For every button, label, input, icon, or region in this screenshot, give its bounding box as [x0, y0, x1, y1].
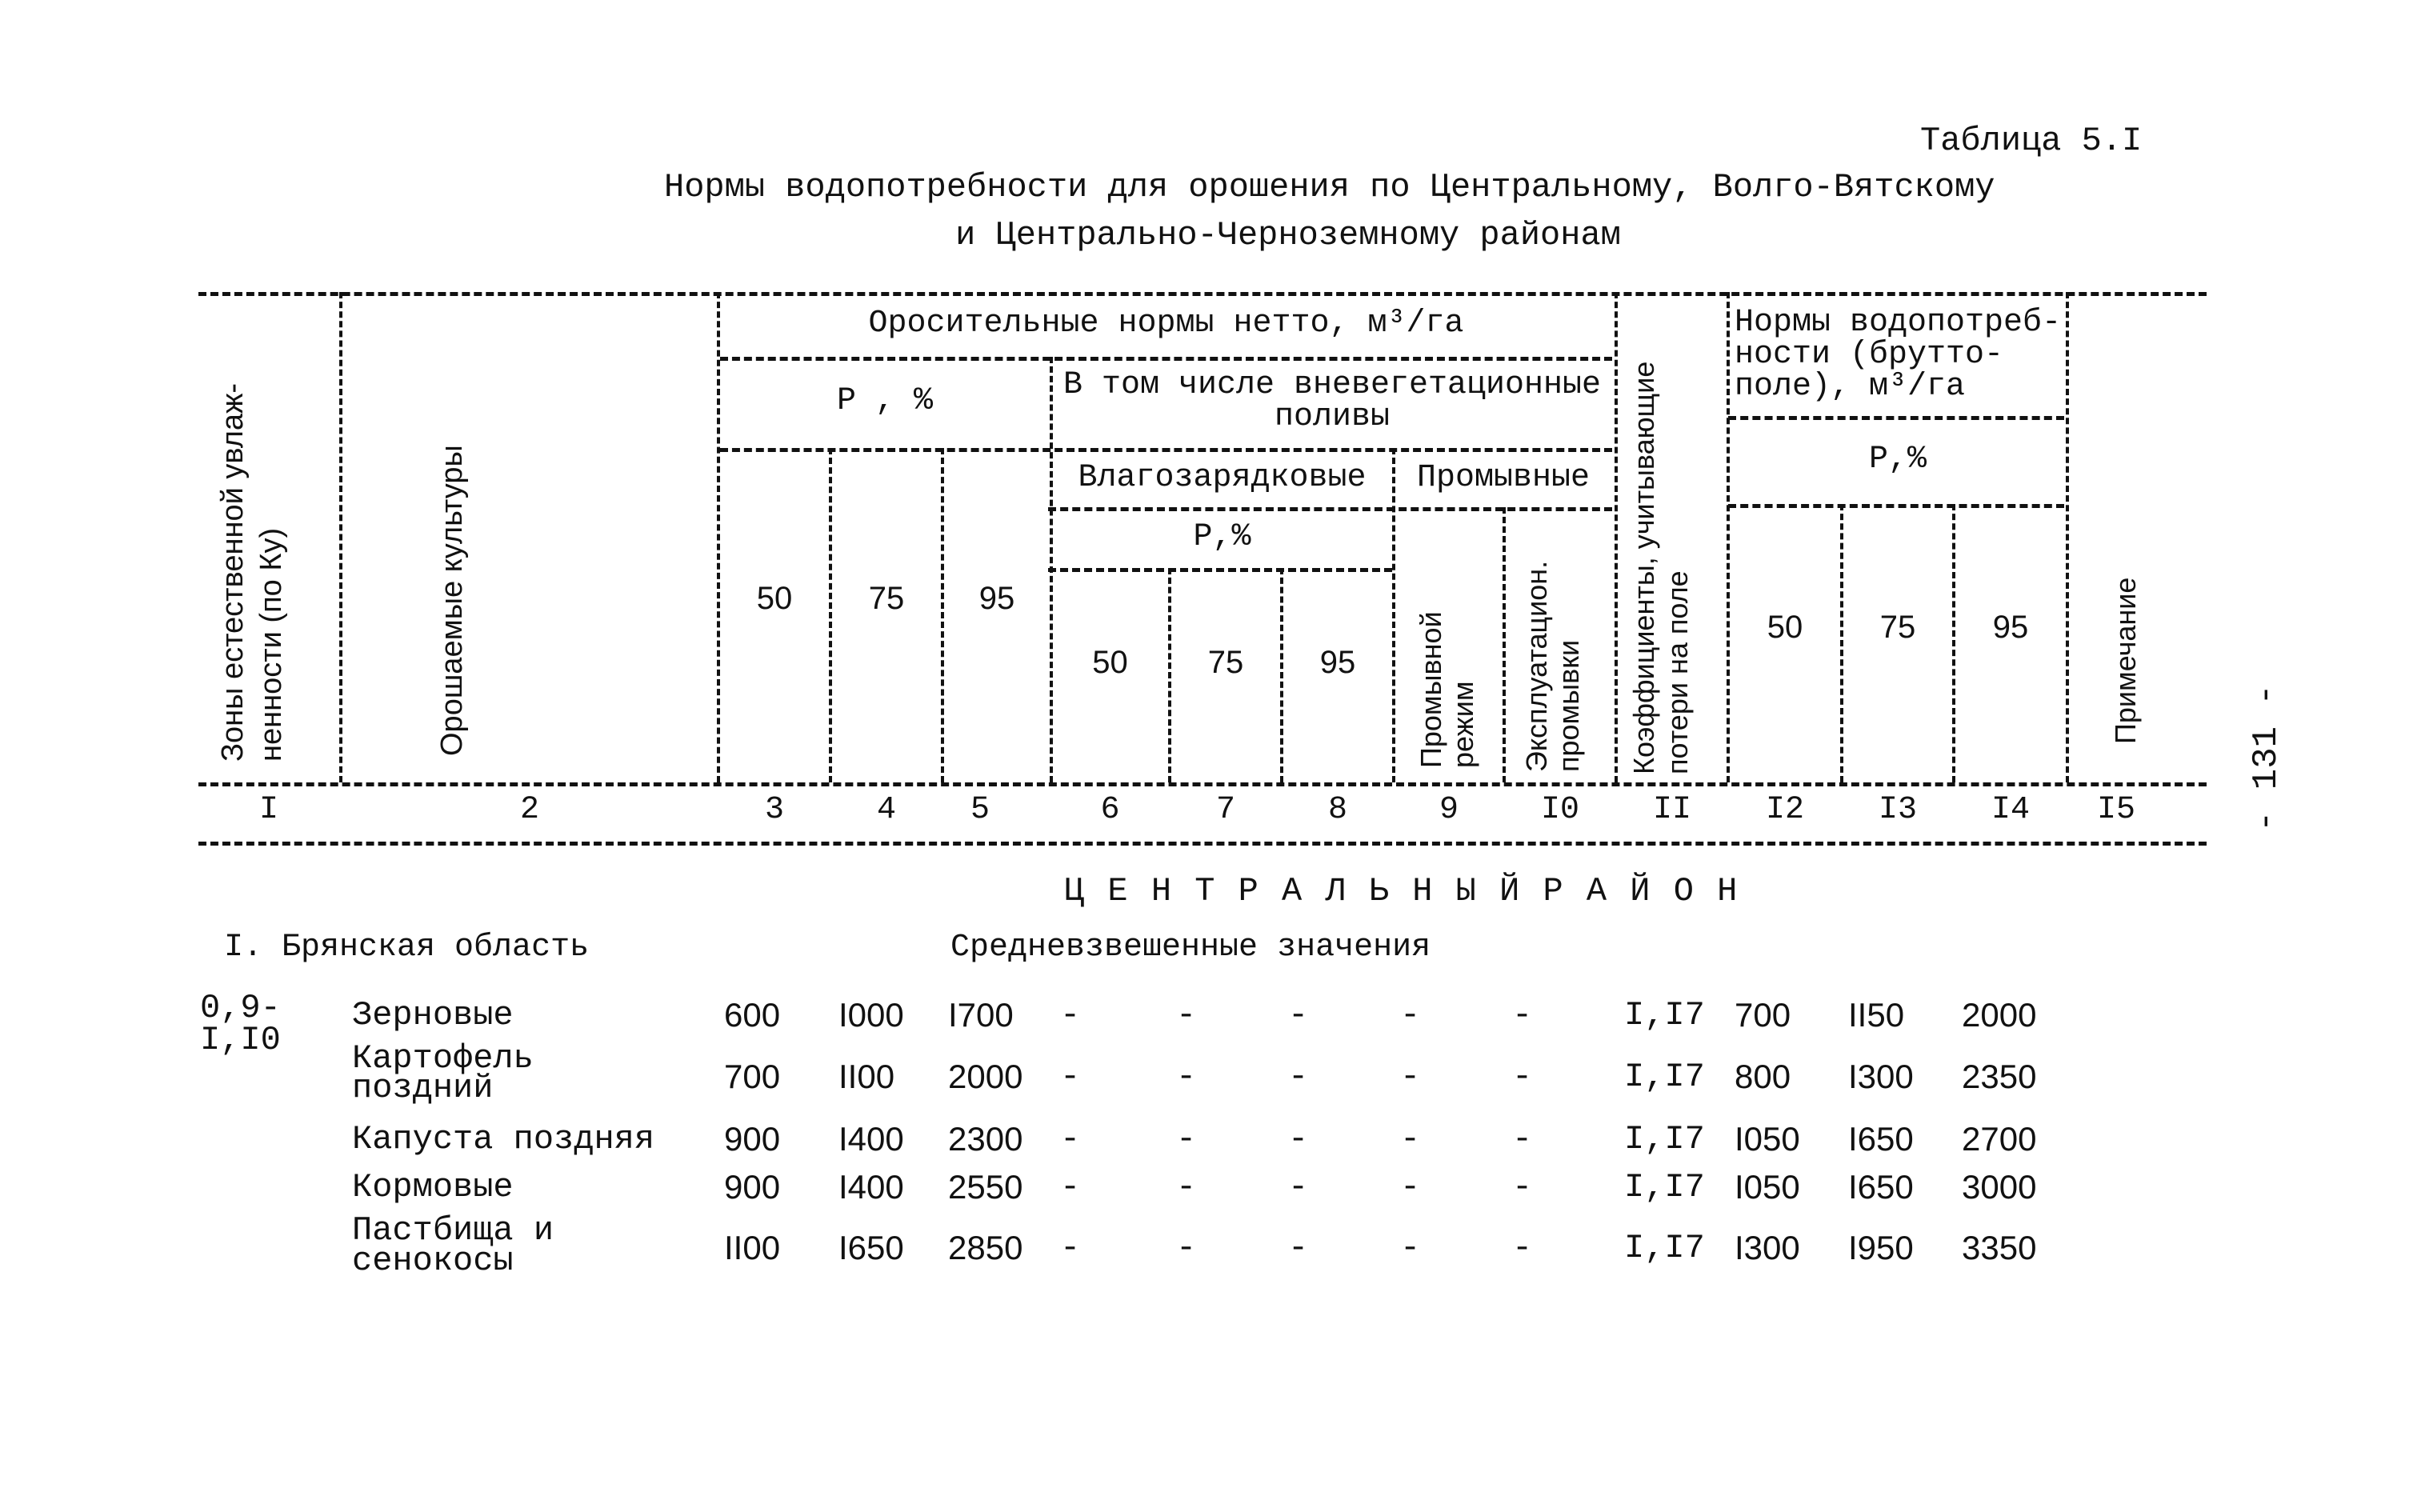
header-rule — [1048, 507, 1612, 511]
header-crops: Орошаемые культуры — [435, 445, 469, 756]
header-rule — [1728, 504, 2064, 508]
cell-value: - — [1060, 1120, 1081, 1158]
cell-value: I050 — [1735, 1168, 1800, 1206]
cell-value: 800 — [1735, 1058, 1791, 1095]
cell-value: - — [1288, 1058, 1309, 1096]
cell-value: - — [1512, 996, 1533, 1034]
header-p-value: 75 — [1207, 645, 1244, 680]
cell-value: - — [1060, 1058, 1081, 1096]
column-number: I5 — [2096, 792, 2135, 828]
oblast-name: I. Брянская область — [224, 930, 590, 966]
cell-value: - — [1060, 1229, 1081, 1267]
region-heading: Ц Е Н Т Р А Л Ь Н Ы Й Р А Й О Н — [1064, 872, 1739, 910]
cell-value: I,I7 — [1624, 996, 1705, 1034]
cell-value: - — [1400, 1058, 1421, 1096]
header-water-demand-line-1: Нормы водопотреб- — [1735, 305, 2062, 341]
header-p-value: 75 — [868, 581, 905, 616]
cell-value: 900 — [724, 1168, 781, 1206]
header-water-demand-line-3: поле), м³/га — [1735, 369, 1966, 405]
crop-name: Кормовые — [352, 1168, 514, 1206]
cell-value: - — [1512, 1168, 1533, 1206]
header-rule — [720, 357, 1612, 361]
crop-name: Капуста поздняя — [352, 1120, 655, 1158]
cell-value: I,I7 — [1624, 1168, 1705, 1206]
header-loss-coefficients-line-1: Коэффициенты, учитывающие — [1627, 361, 1660, 774]
cell-value: I050 — [1735, 1120, 1800, 1158]
column-number: I4 — [1991, 792, 2030, 828]
cell-value: I650 — [838, 1229, 904, 1266]
weighted-label: Средневзвешенные значения — [950, 930, 1431, 966]
header-divider — [339, 292, 342, 782]
header-p-percent: Р,% — [1193, 519, 1251, 555]
header-p-value: 95 — [978, 581, 1015, 616]
cell-value: I650 — [1848, 1120, 1914, 1158]
cell-value: - — [1512, 1120, 1533, 1158]
cell-value: - — [1060, 1168, 1081, 1206]
column-number: 3 — [764, 792, 784, 828]
header-divider — [2066, 292, 2069, 782]
header-off-season-line-2: поливы — [1274, 399, 1391, 435]
cell-value: 700 — [1735, 996, 1791, 1034]
cell-value: I,I7 — [1624, 1229, 1705, 1267]
cell-value: - — [1512, 1229, 1533, 1267]
cell-value: I700 — [948, 996, 1014, 1034]
cell-value: - — [1176, 1058, 1197, 1096]
cell-value: - — [1400, 1229, 1421, 1267]
cell-value: - — [1176, 1229, 1197, 1267]
header-rule — [1048, 568, 1392, 572]
cell-value: I,I7 — [1624, 1120, 1705, 1158]
header-top-rule — [198, 292, 2207, 296]
cell-value: II00 — [724, 1229, 781, 1266]
cell-value: I650 — [1848, 1168, 1914, 1206]
cell-value: - — [1400, 1168, 1421, 1206]
header-p-value: 95 — [1319, 645, 1356, 680]
header-operational-flushing-line-1: Эксплуатацион. — [1520, 560, 1553, 772]
header-loss-coefficients-line-2: потери на поле — [1661, 570, 1694, 774]
header-note: Примечание — [2109, 577, 2142, 744]
cell-value: 2300 — [948, 1120, 1023, 1158]
header-p-percent: Р,% — [1868, 442, 1927, 478]
column-number: I2 — [1765, 792, 1804, 828]
header-moisture-charging: Влагозарядковые — [1078, 460, 1367, 496]
crop-name: Картофель — [352, 1039, 534, 1078]
header-flushing-regime-line-2: режим — [1447, 681, 1479, 768]
header-irrigation-norms: Оросительные нормы нетто, м³/га — [868, 306, 1464, 342]
column-number: 9 — [1439, 792, 1459, 828]
zone-value-line-2: I,I0 — [200, 1021, 281, 1059]
cell-value: - — [1060, 996, 1081, 1034]
header-zones-line-2: ненности (по Ку) — [254, 527, 288, 762]
header-p-value: 50 — [1767, 610, 1803, 645]
cell-value: 2000 — [948, 1058, 1023, 1095]
cell-value: 3350 — [1962, 1229, 2037, 1266]
page-number: - 131 - — [2247, 684, 2287, 832]
cell-value: - — [1288, 1120, 1309, 1158]
cell-value: II00 — [838, 1058, 895, 1095]
cell-value: - — [1400, 1120, 1421, 1158]
header-p-value: 50 — [1092, 645, 1128, 680]
header-operational-flushing-line-2: промывки — [1552, 639, 1585, 772]
header-zones-line-1: Зоны естественной увлаж- — [216, 382, 250, 762]
header-divider — [1615, 292, 1618, 782]
column-number: I — [258, 792, 278, 828]
header-divider — [1503, 507, 1506, 782]
cell-value: 3000 — [1962, 1168, 2037, 1206]
column-numbers-rule — [198, 842, 2207, 846]
header-bottom-rule — [198, 782, 2207, 786]
cell-value: 700 — [724, 1058, 781, 1095]
column-number: 6 — [1100, 792, 1120, 828]
table-label: Таблица 5.I — [1920, 122, 2143, 160]
header-rule — [720, 448, 1612, 452]
cell-value: I400 — [838, 1120, 904, 1158]
header-water-demand-line-2: ности (брутто- — [1735, 337, 2004, 373]
cell-value: I,I7 — [1624, 1058, 1705, 1096]
cell-value: - — [1288, 1229, 1309, 1267]
header-p-value: 95 — [1992, 610, 2029, 645]
crop-name: Пастбища и — [352, 1211, 554, 1250]
header-off-season-line-1: В том числе вневегетационные — [1062, 367, 1602, 403]
column-number: II — [1652, 792, 1691, 828]
header-rule — [1728, 416, 2064, 420]
crop-name: Зерновые — [352, 996, 514, 1034]
cell-value: 2550 — [948, 1168, 1023, 1206]
cell-value: I000 — [838, 996, 904, 1034]
cell-value: 2000 — [1962, 996, 2037, 1034]
cell-value: I300 — [1848, 1058, 1914, 1095]
cell-value: I400 — [838, 1168, 904, 1206]
header-p-value: 50 — [756, 581, 793, 616]
header-divider — [717, 292, 720, 782]
column-number: 2 — [519, 792, 539, 828]
cell-value: - — [1512, 1058, 1533, 1096]
crop-name: поздний — [352, 1069, 494, 1107]
cell-value: - — [1288, 1168, 1309, 1206]
cell-value: - — [1400, 996, 1421, 1034]
column-number: I3 — [1878, 792, 1917, 828]
cell-value: I300 — [1735, 1229, 1800, 1266]
cell-value: - — [1176, 996, 1197, 1034]
cell-value: 2850 — [948, 1229, 1023, 1266]
header-flushing-regime-line-1: Промывной — [1415, 611, 1447, 768]
column-number: 4 — [876, 792, 896, 828]
column-number: 7 — [1215, 792, 1235, 828]
crop-name: сенокосы — [352, 1242, 514, 1280]
cell-value: 600 — [724, 996, 781, 1034]
header-divider — [1392, 448, 1395, 782]
cell-value: 900 — [724, 1120, 781, 1158]
header-p-percent: Р , % — [836, 383, 934, 419]
column-number: 5 — [970, 792, 990, 828]
cell-value: - — [1176, 1120, 1197, 1158]
cell-value: - — [1288, 996, 1309, 1034]
cell-value: 2350 — [1962, 1058, 2037, 1095]
table-title-line-2: и Центрально-Черноземному районам — [955, 216, 1621, 254]
cell-value: - — [1176, 1168, 1197, 1206]
header-p-value: 75 — [1879, 610, 1916, 645]
column-number: I0 — [1540, 792, 1579, 828]
zone-value-line-1: 0,9- — [200, 989, 281, 1027]
header-flushing: Промывные — [1416, 460, 1591, 496]
cell-value: 2700 — [1962, 1120, 2037, 1158]
cell-value: II50 — [1848, 996, 1905, 1034]
cell-value: I950 — [1848, 1229, 1914, 1266]
column-number: 8 — [1327, 792, 1347, 828]
table-title-line-1: Нормы водопотребности для орошения по Центральному, Волго-Вятскому — [664, 168, 1995, 206]
header-divider — [1727, 292, 1730, 782]
